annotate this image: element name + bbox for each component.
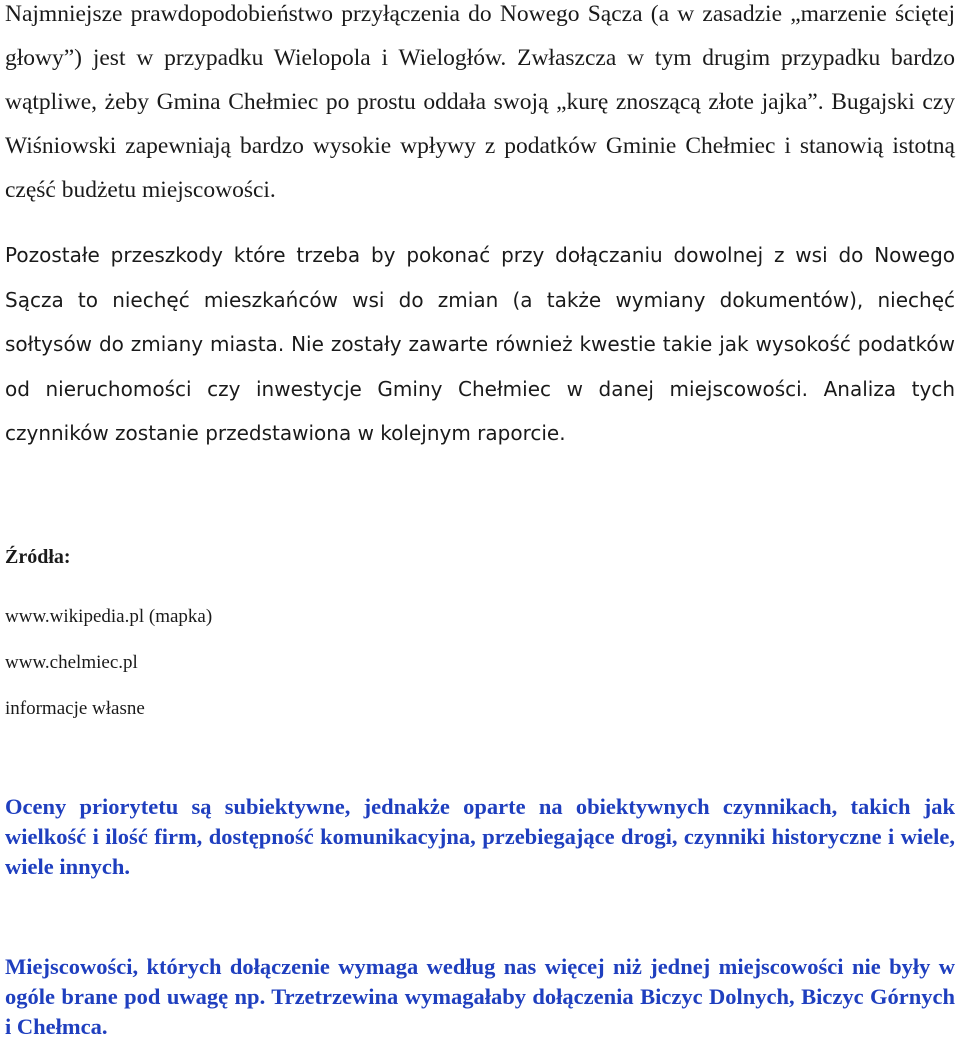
source-item: informacje własne xyxy=(5,698,145,719)
paragraph-pozostale-przeszkody: Pozostałe przeszkody które trzeba by pokonać przy dołączaniu dowolnej z wsi do Nowego Sącza to niechęć mieszkańców wsi do zmian (a także wymiany dokumentów), niechęć sołtysów do zmiany miasta. Nie zostały zawarte również kwestie takie jak wysokość podatków od nieruchomości czy inwestycje Gminy Chełmiec w danej miejscowości. Analiza tych czynników zostanie przedstawiona w kolejnym raporcie. xyxy=(5,243,955,445)
note-priority-assessment: Oceny priorytetu są subiektywne, jednakże oparte na obiektywnych czynnikach, takich jak wielkość i ilość firm, dostępność komunikacyjna, przebiegające drogi, czynniki historyczne i wiele, wiele innych. xyxy=(5,794,955,879)
note-excluded-villages: Miejscowości, których dołączenie wymaga według nas więcej niż jednej miejscowości nie były w ogóle brane pod uwagę np. Trzetrzewina wymagałaby dołączenia Biczyc Dolnych, Biczyc Górnych i Chełmca. xyxy=(5,954,955,1039)
source-item: www.chelmiec.pl xyxy=(5,652,138,673)
source-item: www.wikipedia.pl (mapka) xyxy=(5,606,213,627)
paragraph-wielopole-wieloglowy: Najmniejsze prawdopodobieństwo przyłączenia do Nowego Sącza (a w zasadzie „marzenie ściętej głowy”) jest w przypadku Wielopola i Wielogłów. Zwłaszcza w tym drugim przypadku bardzo wątpliwe, żeby Gmina Chełmiec po prostu oddała swoją „kurę znoszącą złote jajka”. Bugajski czy Wiśniowski zapewniają bardzo wysokie wpływy z podatków Gminie Chełmiec i stanowią istotną część budżetu miejscowości. xyxy=(5,1,955,203)
sources-heading: Źródła: xyxy=(5,546,71,568)
